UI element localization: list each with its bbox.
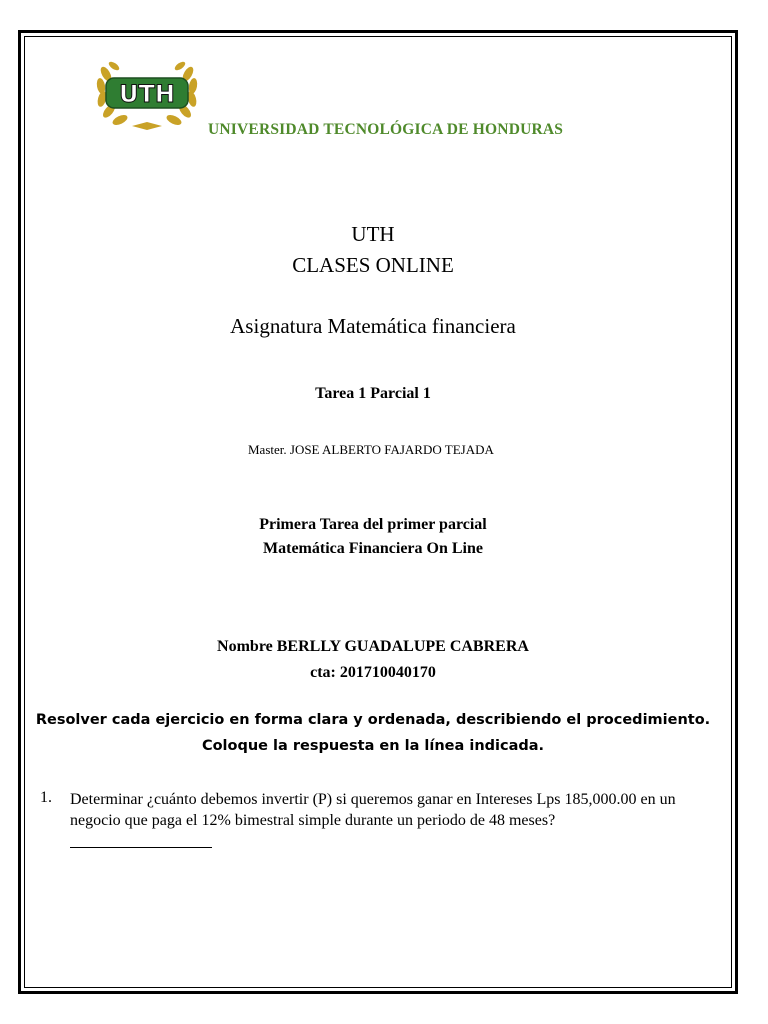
answer-line[interactable] [70,847,212,848]
uth-logo [92,52,202,134]
student-account: cta: 201710040170 [310,664,436,681]
teacher-name: Master. JOSE ALBERTO FAJARDO TEJADA [248,442,494,457]
description-line1: Primera Tarea del primer parcial [259,516,487,533]
question-number: 1. [40,789,52,806]
description-line2: Matemática Financiera On Line [263,540,483,557]
instructions-line2: Coloque la respuesta en la línea indicada. [201,738,545,754]
title-uth: UTH [351,222,395,246]
question-text: Determinar ¿cuánto debemos invertir (P) si queremos ganar en Intereses Lps 185,000.00 en un negocio que paga el 12% bimestral simple durante un periodo de 48 meses? [70,791,676,829]
title-clases-online: CLASES ONLINE [292,253,454,277]
page-border-inner [24,36,732,988]
university-name: UNIVERSIDAD TECNOLÓGICA DE HONDURAS [208,121,564,138]
instructions-line1: Resolver cada ejercicio en forma clara y ordenada, describiendo el procedimiento. [35,712,711,728]
assignment-title: Tarea 1 Parcial 1 [315,385,431,402]
student-name: Nombre BERLLY GUADALUPE CABRERA [217,638,529,655]
subject-title: Asignatura Matemática financiera [230,314,516,338]
logo-text: UTH [119,80,175,108]
